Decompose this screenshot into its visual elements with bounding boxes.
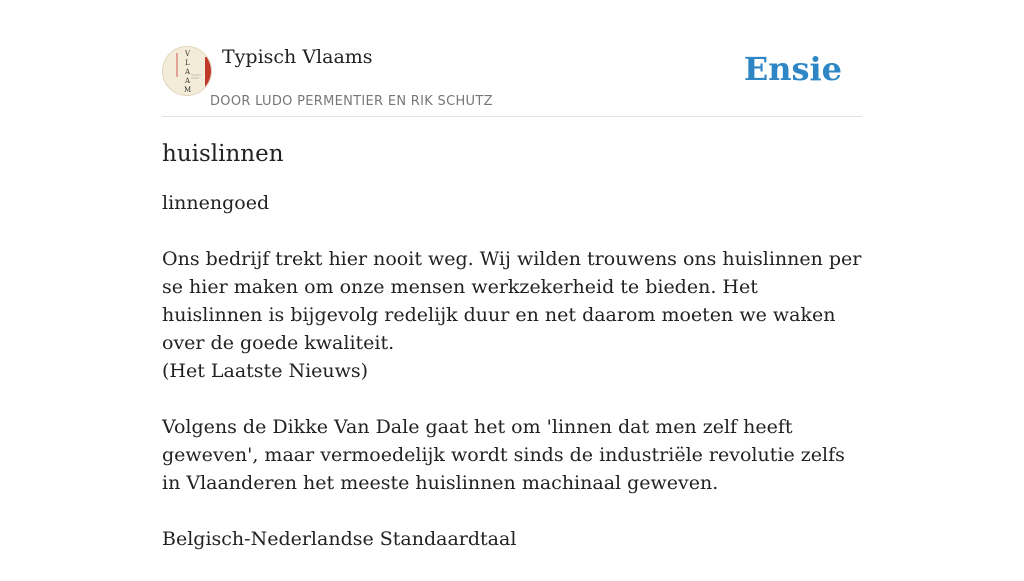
quote-source: (Het Laatste Nieuws): [162, 360, 369, 382]
entry-title: huislinnen: [162, 141, 284, 167]
entry-note: Volgens de Dikke Van Dale gaat het om 'linnen dat men zelf heeft geweven', maar vermoedelijk wordt sinds de industriële revolutie zelfs in Vlaanderen het meeste huislinnen machinaal geweven.: [162, 416, 845, 494]
svg-text:A: A: [185, 77, 191, 85]
svg-text:L: L: [185, 59, 190, 67]
entry-body: [162, 189, 862, 553]
svg-text:V: V: [185, 50, 191, 58]
header: [162, 0, 862, 117]
book-logo[interactable]: [162, 46, 212, 96]
page-container: [162, 0, 862, 581]
entry-quote: [162, 245, 862, 385]
svg-text:A: A: [185, 68, 191, 76]
book-title[interactable]: Typisch Vlaams: [222, 46, 373, 68]
book-cover-icon: [163, 47, 211, 95]
entry-category: Belgisch-Nederlandse Standaardtaal: [162, 528, 517, 550]
brand-logo[interactable]: Ensie: [743, 50, 842, 88]
svg-text:M: M: [184, 86, 192, 94]
entry-definition: linnengoed: [162, 192, 270, 214]
book-authors: DOOR LUDO PERMENTIER EN RIK SCHUTZ: [210, 94, 493, 109]
quote-text: Ons bedrijf trekt hier nooit weg. Wij wilden trouwens ons huislinnen per se hier maken om onze mensen werkzekerheid te bieden. Het huislinnen is bijgevolg redelijk duur en net daarom moeten we waken over de goede kwaliteit.: [162, 248, 862, 354]
